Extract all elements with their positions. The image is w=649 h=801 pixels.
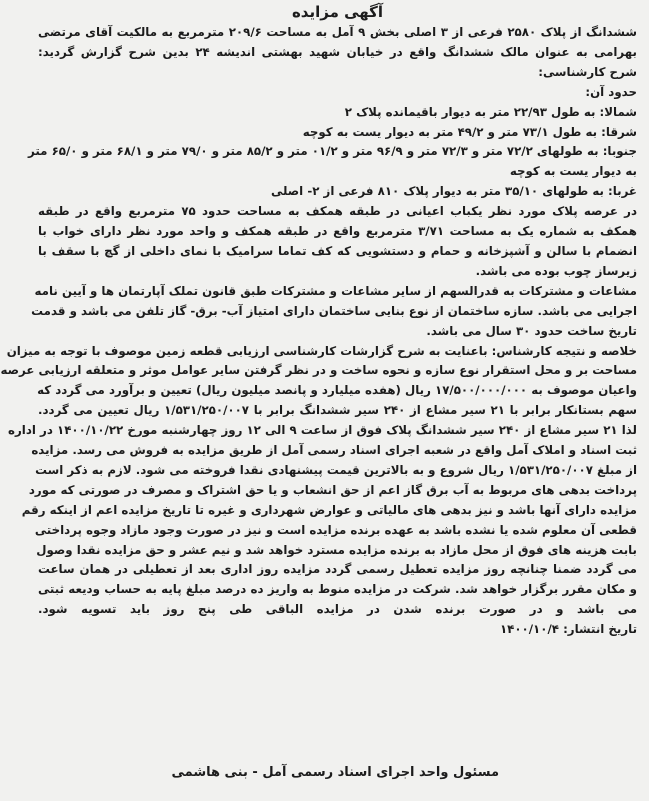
body-line: به دیوار یست به کوچه xyxy=(509,164,637,179)
body-line: شمالا: به طول ۲۲/۹۳ متر به دیوار باقیمانده پلاک ۲ xyxy=(344,104,637,119)
body-line: واعیان موصوف به ۱۷/۵۰۰/۰۰۰/۰۰۰ ریال (هفده میلیارد و پانصد میلیون ریال) تعیین و برآورد می گردد که xyxy=(37,383,637,398)
body-line: لذا ۲۱ سیر مشاع از ۲۴۰ سیر ششدانگ پلاک فوق از ساعت ۹ الی ۱۲ روز چهارشنبه مورخ ۱۴۰۰/۱۰/۲۲ در اداره xyxy=(8,423,637,438)
body-line: مزایده دارای آنها باشد و نیز بدهی های مالیاتی و عوارض شهرداری و غیره تا تاریخ مزایده اعم از اینکه رقم xyxy=(21,502,637,517)
body-line: بهرامی به عنوان مالک ششدانگ واقع در خیابان شهید بهشتی اندیشه ۲۴ بدین شرح گزارش گردید: xyxy=(38,44,637,59)
body-line: شرقا: به طول ۷۳/۱ متر و ۴۹/۲ متر به دیوار یست به کوچه xyxy=(302,124,637,139)
publish-date: تاریخ انتشار: ۱۴۰۰/۱۰/۴ xyxy=(499,622,637,637)
body-line: از مبلغ ۱/۵۳۱/۲۵۰/۰۰۷ ریال شروع و به بالاترین قیمت پیشنهادی نقدا فروخته می شود. لازم به ذکر است xyxy=(35,462,637,477)
body-line: مساحت بر و محل استقرار نوع سازه و نحوه ساخت و در نظر گرفتن سایر عوامل موثر و متعلقه ارزیابی عرصه xyxy=(0,363,637,378)
signature: مسئول واحد اجرای اسناد رسمی آمل - بنی هاشمی xyxy=(171,765,499,780)
body-line: همکف به شماره یک به مساحت ۳/۷۱ مترمربع واقع در طبقه همکف و واحد مورد نظر دارای خواب با xyxy=(38,224,637,239)
body-line: می گردد ضمنا چنانچه روز مزایده تعطیل رسمی گردد مزایده روز اداری بعد از تعطیلی در همان ساعت xyxy=(38,562,637,577)
body-line: غربا: به طولهای ۳۵/۱۰ متر به دیوار پلاک ۸۱۰ فرعی از ۲- اصلی xyxy=(271,184,637,199)
body-line: زیرساز چوب بوده می باشد. xyxy=(475,263,637,278)
body-line: سهم بستانکار برابر با ۲۱ سیر مشاع از ۲۴۰ سیر ششدانگ برابر با ۱/۵۳۱/۲۵۰/۰۰۷ ریال تعیین می گردد. xyxy=(38,403,637,418)
body-line: تاریخ ساخت حدود ۳۰ سال می باشد. xyxy=(426,323,637,338)
body-line: و مکان مقرر برگزار خواهد شد. شرکت در مزایده منوط به واریز ده درصد مبلغ پایه به حساب ودیعه ثبتی xyxy=(38,582,637,597)
body-line: قطعی آن معلوم شده یا نشده باشد به عهده برنده مزایده است و نیز در صورت وجود مازاد وجوه پرداختی xyxy=(34,522,637,537)
body-line: می باشد و در صورت برنده شدن در مزایده الباقی طی پنج روز باید تسویه شود. xyxy=(38,602,637,617)
body-line: جنوبا: به طولهای ۷۲/۲ متر و ۷۲/۳ متر و ۹۶/۹ متر و ۰۱/۲ متر و ۸۵/۲ متر و ۷۹/۰ متر و ۶۸/۱ متر و ۶۵/۰ متر xyxy=(28,144,637,159)
body-line: بابت هزینه های فوق از محل مازاد به برنده مزایده مسترد خواهد شد و نیم عشر و حق مزایده نقدا وصول xyxy=(36,542,637,557)
body-line: حدود آن: xyxy=(585,84,637,99)
body-line: ثبت اسناد و املاک آمل واقع در شعبه اجرای اسناد رسمی آمل از طریق مزایده به فروش می رسد. مزایده xyxy=(31,443,637,458)
body-line: انضمام با سالن و آشپزخانه و حمام و دستشویی که کف تماما سرامیک با نمای داخلی از گچ با سقف با xyxy=(38,243,637,258)
body-line: شرح کارشناسی: xyxy=(538,64,637,79)
body-line: ششدانگ از پلاک ۲۵۸۰ فرعی از ۳ اصلی بخش ۹ آمل به مساحت ۲۰۹/۶ مترمربع به مالکیت آقای مرتضی xyxy=(38,25,637,39)
body-line: در عرصه پلاک مورد نظر یکباب اعیانی در طبقه همکف به مساحت حدود ۷۵ مترمربع واقع در طبقه xyxy=(38,204,638,219)
body-line: خلاصه و نتیجه کارشناس: باعنایت به شرح گزارشات کارشناسی ارزیابی قطعه زمین موصوف با توجه به میزان xyxy=(6,343,637,358)
body-line: مشاعات و مشترکات به قدرالسهم از سایر مشاعات و مشترکات طبق قانون تملک آپارتمان ها و آیین نامه xyxy=(34,283,637,298)
body-line: پرداخت بدهی های مربوط به آب برق گاز اعم از حق انشعاب و یا حق اشتراک و مصرف در صورتی که مورد xyxy=(28,482,637,497)
notice-title: آگهی مزایده xyxy=(291,3,384,21)
notice-body xyxy=(0,23,638,640)
body-line: اجرایی می باشد. سازه ساختمان از نوع بنایی ساختمان دارای امتیاز آب- برق- گاز تلفن می باشد و قدمت xyxy=(31,303,637,318)
